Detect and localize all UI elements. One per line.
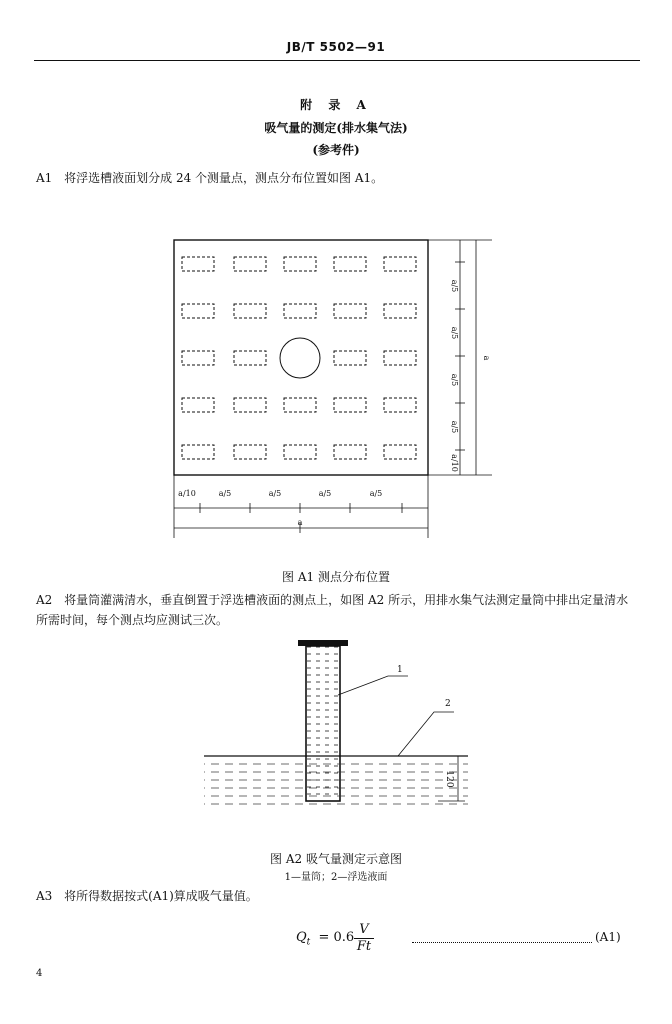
section-a2-text: 将量筒灌满清水，垂直倒置于浮选槽液面的测点上，如图 A2 所示，用排水集气法测定量筒中排出定量清水所需时间，每个测点均应测试三次。	[36, 593, 629, 627]
eq-tag: (A1)	[595, 930, 621, 944]
label-1: 1	[397, 665, 403, 675]
figure-a2-caption: 图 A2 吸气量测定示意图	[270, 852, 402, 866]
right-dim-5: a/10	[450, 454, 459, 472]
appendix-subtitle: 吸气量的测定(排水集气法)	[264, 121, 408, 135]
equation	[296, 930, 354, 948]
eq-fraction	[354, 922, 374, 955]
appendix-note: (参考件)	[312, 143, 360, 157]
standard-code: JB/T 5502—91	[286, 40, 386, 54]
right-dim-3: a/5	[450, 373, 459, 387]
label-2: 2	[445, 699, 451, 709]
eq-leader-dots	[412, 934, 592, 943]
bottom-dim-2: a/5	[218, 489, 232, 498]
liquid-body	[204, 758, 468, 808]
right-dim-2: a/5	[450, 326, 459, 340]
depth-label: 120	[444, 770, 454, 788]
cylinder-base	[298, 640, 348, 646]
bottom-dim-3: a/5	[268, 489, 282, 498]
section-a3-text: 将所得数据按式(A1)算成吸气量值。	[64, 889, 258, 903]
section-a1-number: A1	[36, 171, 53, 185]
section-a3	[36, 886, 636, 906]
eq-numerator: V	[354, 922, 374, 939]
page-number: 4	[36, 968, 43, 979]
section-a1-text: 将浮选槽液面划分成 24 个测量点，测点分布位置如图 A1。	[64, 171, 384, 185]
leader-2	[398, 712, 454, 756]
eq-denominator: Ft	[356, 939, 372, 954]
right-dim-1: a/5	[450, 279, 459, 293]
bottom-dim-4: a/5	[318, 489, 332, 498]
bottom-dim-total: a	[297, 518, 303, 527]
leader-1	[338, 676, 408, 695]
bottom-dim-1: a/10	[178, 489, 196, 498]
bottom-dim-5: a/5	[369, 489, 383, 498]
figure-a1-caption: 图 A1 测点分布位置	[282, 570, 390, 584]
section-a2-number: A2	[36, 593, 53, 607]
right-dim-4: a/5	[450, 420, 459, 434]
right-dim-total: a	[482, 355, 491, 361]
section-a3-number: A3	[36, 889, 53, 903]
eq-coefficient: = 0.6	[318, 930, 355, 945]
eq-lhs: Q	[296, 930, 307, 945]
figure-a2-legend: 1—量筒；2—浮选液面	[284, 872, 388, 883]
appendix-title: 附 录 A	[300, 98, 372, 112]
eq-sub: t	[306, 937, 311, 948]
